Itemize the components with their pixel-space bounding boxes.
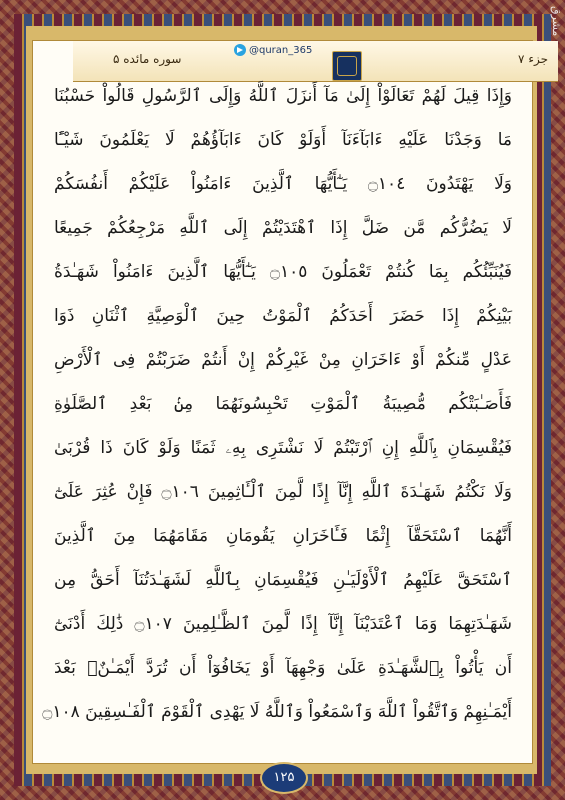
text-line: فَيُنَبِّئُكُم بِمَا كُنتُمْ تَعْمَلُونَ ۝١٠٥ يَـٰٓأَيُّهَا ٱلَّذِينَ ءَامَنُواْ شَهَـٰدَةُ <box>54 262 513 282</box>
text-line: ٱسْتَحَقَّ عَلَيْهِمُ ٱلْأَوْلَيَـٰنِ فَيُقْسِمَانِ بِٱللَّهِ لَشَهَـٰدَتُنَآ أَحَقُّ مِن <box>54 570 512 590</box>
logo-mark-icon <box>337 56 357 76</box>
channel-handle <box>234 43 312 57</box>
channel-handle-text: @quran_365 <box>249 44 313 56</box>
text-line: شَهَـٰدَتِهِمَا وَمَا ٱعْتَدَيْنَآ إِنَّآ إِذًا لَّمِنَ ٱلظَّـٰلِمِينَ ۝١٠٧ ذَٰلِكَ أَدْنَىٰٓ <box>54 614 512 634</box>
text-line: لَا يَضُرُّكُم مَّن ضَلَّ إِذَا ٱهْتَدَيْتُمْ إِلَى ٱللَّهِ مَرْجِعُكُمْ جَمِيعًا <box>54 218 512 238</box>
juz-label: جزء ۷ <box>518 52 548 66</box>
text-line: فَيُقْسِمَانِ بِٱللَّهِ إِنِ ٱرْتَبْتُمْ لَا نَشْتَرِى بِهِۦ ثَمَنًا وَلَوْ كَانَ ذَا قُرْبَىٰ <box>54 438 512 458</box>
surah-label: سوره مائده ۵ <box>113 52 182 66</box>
text-line: بَيْنِكُمْ إِذَا حَضَرَ أَحَدَكُمُ ٱلْمَوْتُ حِينَ ٱلْوَصِيَّةِ ٱثْنَانِ ذَوَا <box>54 306 512 326</box>
verse-text <box>42 76 513 736</box>
text-line: وَإِذَا قِيلَ لَهُمْ تَعَالَوْاْ إِلَىٰ مَآ أَنزَلَ ٱللَّهُ وَإِلَى ٱلرَّسُولِ قَالُواْ حَسْبُنَا <box>54 86 512 106</box>
text-line: وَلَا يَهْتَدُونَ ۝١٠٤ يَـٰٓأَيُّهَا ٱلَّذِينَ ءَامَنُواْ عَلَيْكُمْ أَنفُسَكُمْ <box>54 174 512 194</box>
text-line: أَيْمَـٰنِهِمْ وَٱتَّقُواْ ٱللَّهَ وَٱسْمَعُواْ وَٱللَّهُ لَا يَهْدِى ٱلْقَوْمَ ٱلْفَـٰسِقِينَ ۝١٠٨ <box>42 702 512 722</box>
text-line: عَدْلٍ مِّنكُمْ أَوْ ءَاخَرَانِ مِنْ غَيْرِكُمْ إِنْ أَنتُمْ ضَرَبْتُمْ فِى ٱلْأَرْضِ <box>54 350 512 370</box>
text-line: أَن يَأْتُواْ بِٱلشَّهَـٰدَةِ عَلَىٰ وَجْهِهَآ أَوْ يَخَافُوٓاْ أَن تُرَدَّ أَيْمَـٰنٌۢ بَعْدَ <box>54 658 512 678</box>
page-number: ۱۲۵ <box>260 762 308 794</box>
text-line: مَا وَجَدْنَا عَلَيْهِ ءَابَآءَنَآ أَوَلَوْ كَانَ ءَابَآؤُهُمْ لَا يَعْلَمُونَ شَيْـًٔا <box>54 130 512 150</box>
telegram-icon <box>234 44 246 56</box>
text-line: وَلَا نَكْتُمُ شَهَـٰدَةَ ٱللَّهِ إِنَّآ إِذًا لَّمِنَ ٱلْـَٔاثِمِينَ ۝١٠٦ فَإِنْ عُثِرَ عَلَىٰٓ <box>54 482 512 502</box>
text-line: فَأَصَـٰبَتْكُم مُّصِيبَةُ ٱلْمَوْتِ تَحْبِسُونَهُمَا مِنۢ بَعْدِ ٱلصَّلَوٰةِ <box>54 394 512 414</box>
text-line: أَنَّهُمَا ٱسْتَحَقَّآ إِثْمًا فَـَٔاخَرَانِ يَقُومَانِ مَقَامَهُمَا مِنَ ٱلَّذِينَ <box>54 526 512 546</box>
watermark-logo: مشرق <box>550 6 563 37</box>
